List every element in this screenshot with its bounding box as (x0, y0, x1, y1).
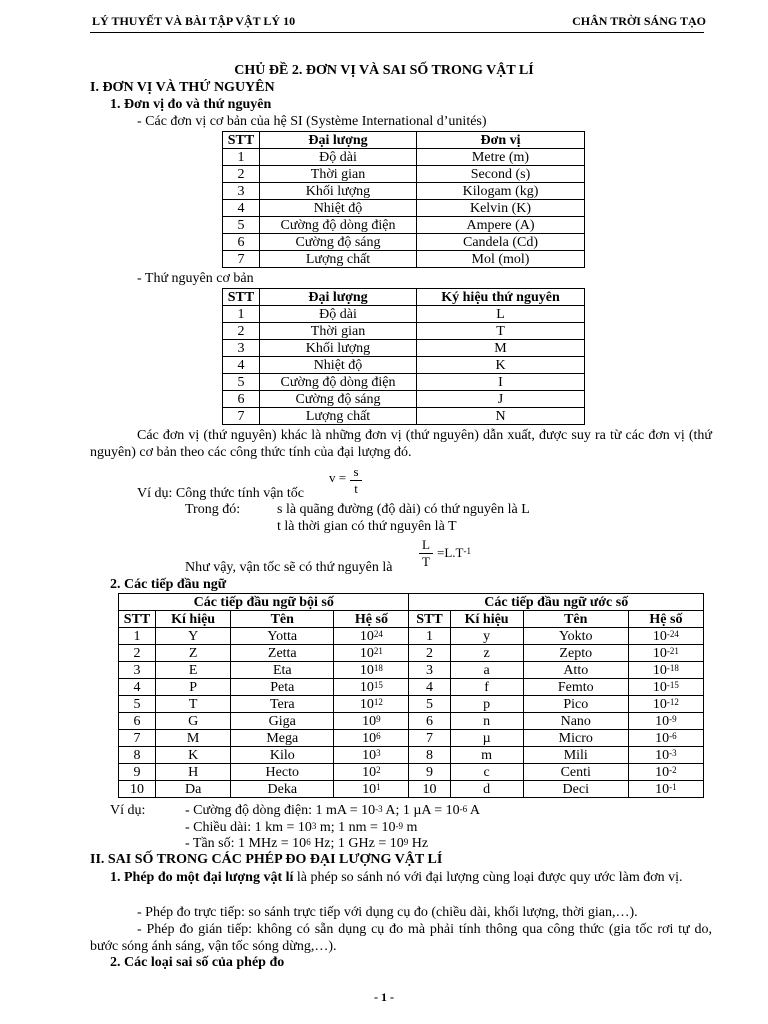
table-row (223, 357, 585, 374)
table-cell: Yokto (523, 628, 628, 645)
table-cell: Hecto (231, 764, 334, 781)
factor-base: 10 (359, 696, 374, 712)
factor-exponent: 3 (376, 747, 381, 758)
header-right: CHÂN TRỜI SÁNG TẠO (572, 14, 706, 28)
table-cell: 6 (223, 391, 260, 408)
table-cell: Nano (523, 713, 628, 730)
table-cell (628, 781, 703, 798)
text-part: m; 1 nm = 10 (316, 820, 396, 835)
exponent: 9 (403, 837, 409, 847)
table-row (223, 183, 585, 200)
table-row (119, 628, 704, 645)
factor-exponent: 9 (376, 713, 381, 724)
page-title: CHỦ ĐỀ 2. ĐƠN VỊ VÀ SAI SỐ TRONG VẬT LÍ (234, 63, 534, 78)
table-row (223, 166, 585, 183)
table-cell: Nhiệt độ (260, 200, 417, 217)
col-header: Tên (231, 611, 334, 628)
table-cell: 4 (223, 357, 260, 374)
table-cell: E (156, 662, 231, 679)
table-cell (334, 628, 409, 645)
dimension-result (437, 545, 471, 561)
factor-base: 10 (362, 781, 377, 797)
table-cell: Micro (523, 730, 628, 747)
col-header: Ký hiệu thứ nguyên (417, 289, 585, 306)
table-cell: Cường độ sáng (260, 391, 417, 408)
text-part: - Chiều dài: 1 km = 10 (185, 820, 312, 835)
table-cell: K (417, 357, 585, 374)
table-cell: Peta (231, 679, 334, 696)
table-row (223, 391, 585, 408)
section-1-heading: I. ĐƠN VỊ VÀ THỨ NGUYÊN (90, 80, 275, 95)
table-cell (334, 764, 409, 781)
table-row (119, 662, 704, 679)
table-cell (628, 747, 703, 764)
factor-exponent: -12 (666, 696, 679, 707)
table-row (223, 408, 585, 425)
table-cell: Mega (231, 730, 334, 747)
table-cell: Lượng chất (260, 251, 417, 268)
table-cell: 4 (119, 679, 156, 696)
table-cell: Z (156, 645, 231, 662)
factor-base: 10 (652, 628, 667, 644)
fraction-numerator: s (353, 464, 359, 479)
table-cell: 6 (409, 713, 450, 730)
text-part: A; 1 µA = 10 (382, 803, 460, 818)
factor-base: 10 (652, 679, 667, 695)
table-cell: 2 (119, 645, 156, 662)
table-cell: Femto (523, 679, 628, 696)
table-cell: Độ dài (260, 149, 417, 166)
factor-exponent: -15 (666, 679, 679, 690)
table-cell: 3 (223, 183, 260, 200)
example-2-label: Ví dụ: (110, 803, 146, 818)
col-header: Đại lượng (260, 132, 417, 149)
table-cell: 7 (223, 408, 260, 425)
table-cell: d (450, 781, 523, 798)
col-header: STT (223, 132, 260, 149)
text-part: Hz (408, 836, 429, 851)
col-header: Kí hiệu (450, 611, 523, 628)
col-header: Tên (523, 611, 628, 628)
factor-exponent: 15 (373, 679, 383, 690)
table-row (119, 730, 704, 747)
velocity-fraction (350, 464, 362, 497)
col-header: Kí hiệu (156, 611, 231, 628)
table-cell: Deka (231, 781, 334, 798)
table-cell: Lượng chất (260, 408, 417, 425)
table-row (223, 374, 585, 391)
table-cell (628, 662, 703, 679)
table-cell: Pico (523, 696, 628, 713)
example-length (185, 820, 417, 836)
factor-exponent: 12 (373, 696, 383, 707)
table-cell: G (156, 713, 231, 730)
table-cell: 9 (119, 764, 156, 781)
text-part: - Tần số: 1 MHz = 10 (185, 836, 307, 851)
table-cell: 6 (223, 234, 260, 251)
factor-exponent: 2 (376, 764, 381, 775)
col-header: Hệ số (334, 611, 409, 628)
table-cell: 5 (119, 696, 156, 713)
table-cell: H (156, 764, 231, 781)
table-cell: 2 (223, 166, 260, 183)
factor-base: 10 (359, 645, 374, 661)
table-cell: Mol (mol) (417, 251, 585, 268)
section-2-heading: II. SAI SỐ TRONG CÁC PHÉP ĐO ĐẠI LƯỢNG VẬT LÍ (90, 852, 443, 867)
factor-base: 10 (655, 764, 670, 780)
table-cell: 8 (119, 747, 156, 764)
factor-exponent: -2 (669, 764, 677, 775)
table-cell: 5 (223, 217, 260, 234)
factor-exponent: -18 (666, 662, 679, 673)
table-cell: Y (156, 628, 231, 645)
velocity-lhs: v = (329, 470, 347, 485)
si-units-table (222, 131, 585, 268)
table-cell: T (156, 696, 231, 713)
table-cell (628, 645, 703, 662)
si-intro: - Các đơn vị cơ bản của hệ SI (Système International d’unités) (137, 114, 487, 129)
table-row (223, 217, 585, 234)
factor-base: 10 (362, 747, 377, 763)
dimension-rhs: =L.T (437, 545, 464, 560)
col-header: Hệ số (628, 611, 703, 628)
table-group-row (119, 594, 704, 611)
table-cell (334, 696, 409, 713)
text-part: A (467, 803, 480, 818)
table-cell: 2 (223, 323, 260, 340)
subsection-3-heading: 2. Các loại sai số của phép đo (110, 955, 285, 970)
table-row (119, 747, 704, 764)
where-label: Trong đó: (185, 502, 241, 517)
table-cell: Centi (523, 764, 628, 781)
table-cell (628, 713, 703, 730)
table-cell: Ampere (A) (417, 217, 585, 234)
table-cell: Candela (Cd) (417, 234, 585, 251)
table-cell: m (450, 747, 523, 764)
table-cell: Da (156, 781, 231, 798)
table-cell: Giga (231, 713, 334, 730)
col-header: Đơn vị (417, 132, 585, 149)
text-part: - Cường độ dòng điện: 1 mA = 10 (185, 803, 376, 818)
exponent: -3 (375, 804, 383, 814)
where-line-2: t là thời gian có thứ nguyên là T (277, 519, 457, 534)
table-cell: Cường độ sáng (260, 234, 417, 251)
table-cell: Tera (231, 696, 334, 713)
table-row (223, 340, 585, 357)
table-cell: c (450, 764, 523, 781)
factor-base: 10 (359, 662, 374, 678)
table-row (223, 200, 585, 217)
table-cell: T (417, 323, 585, 340)
table-cell: z (450, 645, 523, 662)
example-label: Ví dụ: Công thức tính vận tốc (137, 486, 305, 501)
table-cell (628, 696, 703, 713)
factor-base: 10 (362, 730, 377, 746)
table-cell: L (417, 306, 585, 323)
table-row (119, 679, 704, 696)
col-header: STT (119, 611, 156, 628)
table-cell (334, 713, 409, 730)
measurement-bold: 1. Phép đo một đại lượng vật lí (110, 870, 294, 885)
factor-exponent: -3 (669, 747, 677, 758)
factor-exponent: -6 (669, 730, 677, 741)
factor-base: 10 (652, 696, 667, 712)
conclusion-text: Như vậy, vận tốc sẽ có thứ nguyên là (185, 560, 393, 575)
table-cell: 5 (223, 374, 260, 391)
factor-exponent: -24 (666, 628, 679, 639)
group-header-multiples: Các tiếp đầu ngữ bội số (119, 594, 409, 611)
subsection-2-heading: 2. Các tiếp đầu ngữ (110, 577, 227, 592)
direct-measurement: - Phép đo trực tiếp: so sánh trực tiếp với dụng cụ đo (chiều dài, khối lượng, thời gian,…). (137, 905, 638, 920)
table-cell: a (450, 662, 523, 679)
factor-base: 10 (652, 645, 667, 661)
table-cell (628, 628, 703, 645)
table-cell: Metre (m) (417, 149, 585, 166)
exponent: -6 (459, 804, 468, 814)
factor-base: 10 (655, 781, 670, 797)
table-cell: Atto (523, 662, 628, 679)
table-cell: 4 (409, 679, 450, 696)
header-divider (90, 32, 704, 33)
derived-paragraph: Các đơn vị (thứ nguyên) khác là những đơn vị (thứ nguyên) dẫn xuất, được suy ra từ các đơn vị (thứ nguyên) cơ bản theo các công thức tính của đại lượng đó. (90, 428, 712, 460)
subsection-1-heading: 1. Đơn vị đo và thứ nguyên (110, 97, 272, 112)
table-cell: N (417, 408, 585, 425)
table-cell (334, 679, 409, 696)
factor-base: 10 (359, 628, 374, 644)
table-cell: 7 (223, 251, 260, 268)
table-row (223, 251, 585, 268)
table-cell: y (450, 628, 523, 645)
table-row (119, 781, 704, 798)
table-row (223, 306, 585, 323)
factor-base: 10 (655, 713, 670, 729)
table-cell: M (156, 730, 231, 747)
factor-exponent: 1 (376, 781, 381, 792)
table-cell (628, 679, 703, 696)
table-cell: Zepto (523, 645, 628, 662)
table-cell: Cường độ dòng điện (260, 374, 417, 391)
dim-intro: - Thứ nguyên cơ bản (137, 271, 254, 286)
factor-exponent: -21 (666, 645, 679, 656)
measurement-paragraph (90, 869, 712, 886)
prefix-table (118, 593, 704, 798)
dimension-fraction (419, 537, 433, 570)
factor-base: 10 (359, 679, 374, 695)
table-header-row (223, 132, 585, 149)
table-row (223, 149, 585, 166)
dimension-table (222, 288, 585, 425)
table-cell: p (450, 696, 523, 713)
table-cell: Độ dài (260, 306, 417, 323)
factor-exponent: 6 (376, 730, 381, 741)
table-cell: Khối lượng (260, 340, 417, 357)
table-cell: Deci (523, 781, 628, 798)
table-cell: Kilo (231, 747, 334, 764)
fraction-denominator: T (419, 553, 433, 570)
table-cell: Kelvin (K) (417, 200, 585, 217)
exponent: 6 (306, 837, 311, 847)
table-cell: Second (s) (417, 166, 585, 183)
header-left: LÝ THUYẾT VÀ BÀI TẬP VẬT LÝ 10 (92, 14, 296, 28)
table-cell: 9 (409, 764, 450, 781)
table-cell (334, 645, 409, 662)
table-header-row (223, 289, 585, 306)
factor-exponent: 18 (373, 662, 383, 673)
table-row (119, 764, 704, 781)
factor-exponent: 24 (373, 628, 383, 639)
table-cell: Mili (523, 747, 628, 764)
measurement-rest: là phép so sánh nó với đại lượng cùng loại được quy ước làm đơn vị. (293, 870, 683, 885)
table-cell: M (417, 340, 585, 357)
group-header-submultiples: Các tiếp đầu ngữ ước số (409, 594, 704, 611)
col-header: STT (223, 289, 260, 306)
table-row (119, 713, 704, 730)
table-row (119, 696, 704, 713)
indirect-measurement: - Phép đo gián tiếp: không có sẵn dụng cụ đo mà phải tính thông qua công thức (gia tốc rơi tự do, bước sóng ánh sáng, vận tốc sóng dừng,…). (90, 922, 712, 954)
table-cell (334, 730, 409, 747)
text-part: m (402, 820, 418, 835)
table-cell (334, 747, 409, 764)
where-line-1: s là quãng đường (độ dài) có thứ nguyên là L (277, 502, 530, 517)
table-cell: Eta (231, 662, 334, 679)
table-cell: 2 (409, 645, 450, 662)
table-cell: I (417, 374, 585, 391)
table-cell: 7 (119, 730, 156, 747)
table-cell: Khối lượng (260, 183, 417, 200)
fraction-denominator: t (350, 480, 362, 497)
factor-exponent: 21 (373, 645, 383, 656)
factor-base: 10 (362, 713, 377, 729)
table-cell: Kilogam (kg) (417, 183, 585, 200)
table-cell: 4 (223, 200, 260, 217)
table-cell: Thời gian (260, 166, 417, 183)
table-cell: 3 (223, 340, 260, 357)
table-cell: µ (450, 730, 523, 747)
table-cell (628, 730, 703, 747)
table-cell: Cường độ dòng điện (260, 217, 417, 234)
table-cell (334, 662, 409, 679)
table-cell: Thời gian (260, 323, 417, 340)
dimension-exponent: -1 (463, 546, 471, 556)
table-cell: 1 (119, 628, 156, 645)
exponent: -9 (395, 821, 403, 831)
page-number: - 1 - (374, 990, 394, 1004)
table-cell: 10 (409, 781, 450, 798)
table-cell: f (450, 679, 523, 696)
factor-base: 10 (362, 764, 377, 780)
factor-exponent: -1 (669, 781, 677, 792)
table-cell: 10 (119, 781, 156, 798)
table-row (223, 323, 585, 340)
factor-exponent: -9 (669, 713, 677, 724)
table-cell: 1 (223, 149, 260, 166)
table-cell: 6 (119, 713, 156, 730)
table-header-row (119, 611, 704, 628)
factor-base: 10 (655, 747, 670, 763)
table-cell: 8 (409, 747, 450, 764)
table-cell: n (450, 713, 523, 730)
factor-base: 10 (652, 662, 667, 678)
col-header: STT (409, 611, 450, 628)
table-cell: Yotta (231, 628, 334, 645)
factor-base: 10 (655, 730, 670, 746)
table-cell (334, 781, 409, 798)
table-row (223, 234, 585, 251)
table-cell: P (156, 679, 231, 696)
table-cell: 7 (409, 730, 450, 747)
table-cell: 5 (409, 696, 450, 713)
table-cell: Nhiệt độ (260, 357, 417, 374)
col-header: Đại lượng (260, 289, 417, 306)
table-cell: 1 (409, 628, 450, 645)
table-cell: 1 (223, 306, 260, 323)
table-cell: Zetta (231, 645, 334, 662)
example-current (185, 803, 480, 819)
text-part: Hz; 1 GHz = 10 (310, 836, 404, 851)
fraction-numerator: L (422, 537, 430, 552)
table-cell: K (156, 747, 231, 764)
table-cell (628, 764, 703, 781)
table-row (119, 645, 704, 662)
table-cell: 3 (409, 662, 450, 679)
table-cell: J (417, 391, 585, 408)
table-cell: 3 (119, 662, 156, 679)
exponent: 3 (311, 821, 317, 831)
example-frequency (185, 836, 428, 852)
